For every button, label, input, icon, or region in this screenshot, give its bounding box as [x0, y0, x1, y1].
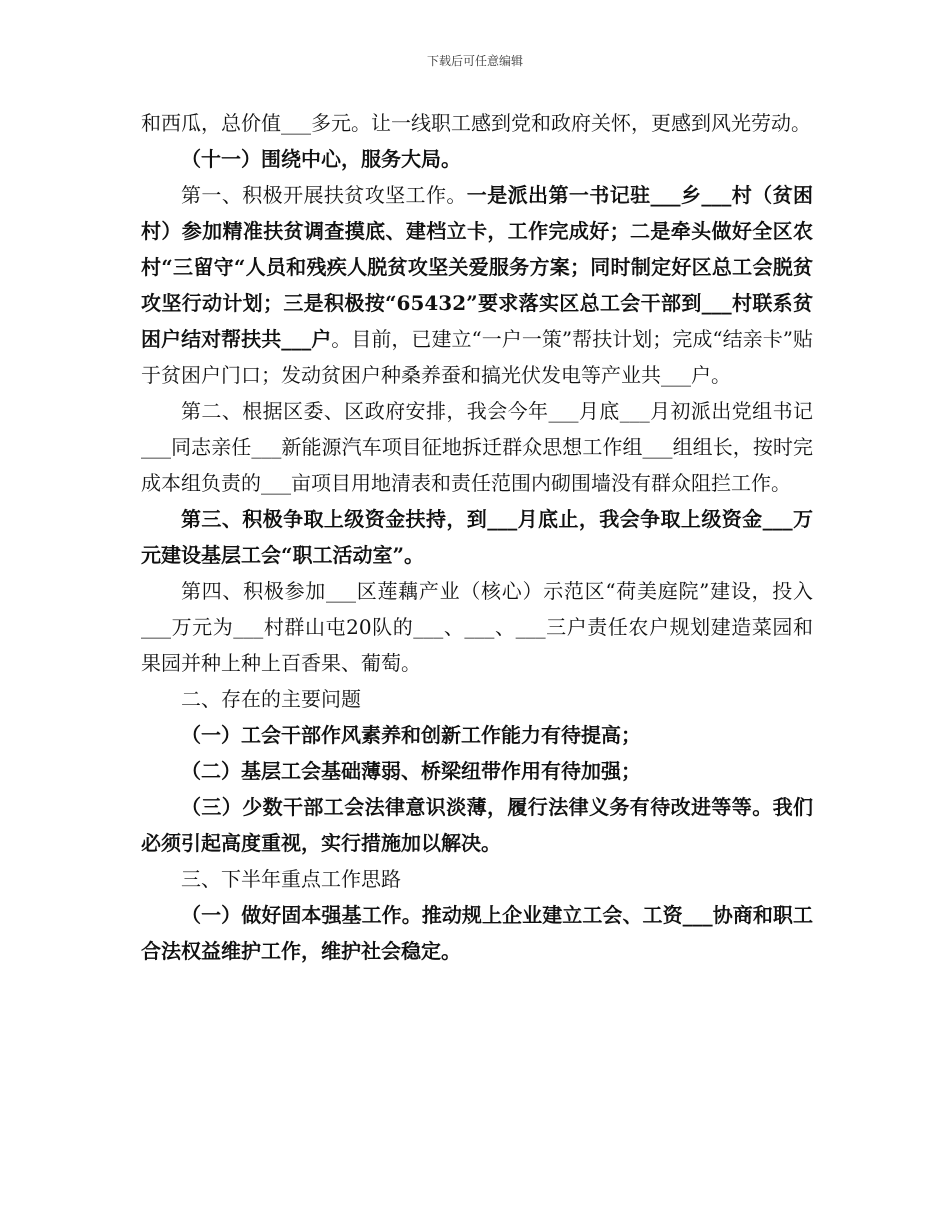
section-heading-3: 三、下半年重点工作思路 [181, 867, 401, 891]
section-heading-11: （十一）围绕中心，服务大局。 [181, 147, 461, 171]
document-body [141, 105, 813, 969]
paragraph-tail: 。目前，已建立“一户一策”帮扶计划；完成“结亲卡”贴于贫困户门口；发动贫困户种桑养蚕和搞光伏发电等产业共___户。 [141, 327, 813, 387]
problem-item-1: （一）工会干部作风素养和创新工作能力有待提高； [181, 723, 641, 747]
paragraph-1: 和西瓜，总价值___多元。让一线职工感到党和政府关怀，更感到风光劳动。 [141, 111, 811, 135]
paragraph-bold-body: 一是派出第一书记驻___乡___村（贫困村）参加精准扶贫调查摸底、建档立卡，工作完成好；二是牵头做好全区农村“三留守“人员和残疾人脱贫攻坚关爱服务方案；同时制定好区总工会脱贫攻坚行动计划；三是积极按“65432”要求落实区总工会干部到___村联系贫困户结对帮扶共___户 [141, 183, 814, 351]
paragraph-third: 第三、积极争取上级资金扶持，到___月底止，我会争取上级资金___万元建设基层工会“职工活动室”。 [141, 507, 813, 567]
paragraph-lead: 第一、积极开展扶贫攻坚工作。 [181, 183, 467, 207]
problem-item-3: （三）少数干部工会法律意识淡薄，履行法律义务有待改进等等。我们必须引起高度重视，实行措施加以解决。 [141, 795, 813, 855]
section-heading-2: 二、存在的主要问题 [181, 687, 361, 711]
page-header-note: 下载后可任意编辑 [426, 54, 523, 68]
paragraph-poverty-alleviation [141, 177, 813, 393]
plan-item-1: （一）做好固本强基工作。推动规上企业建立工会、工资___协商和职工合法权益维护工作，维护社会稳定。 [141, 903, 813, 963]
paragraph-second: 第二、根据区委、区政府安排，我会今年___月底___月初派出党组书记___同志亲任___新能源汽车项目征地拆迁群众思想工作组___组组长，按时完成本组负责的___亩项目用地清表和责任范围内砌围墙没有群众阻拦工作。 [141, 399, 813, 495]
problem-item-2: （二）基层工会基础薄弱、桥梁纽带作用有待加强； [181, 759, 641, 783]
paragraph-fourth: 第四、积极参加___区莲藕产业（核心）示范区“荷美庭院”建设，投入___万元为___村群山屯20队的___、___、___三户责任农户规划建造菜园和果园并种上种上百香果、葡萄。 [141, 579, 813, 675]
